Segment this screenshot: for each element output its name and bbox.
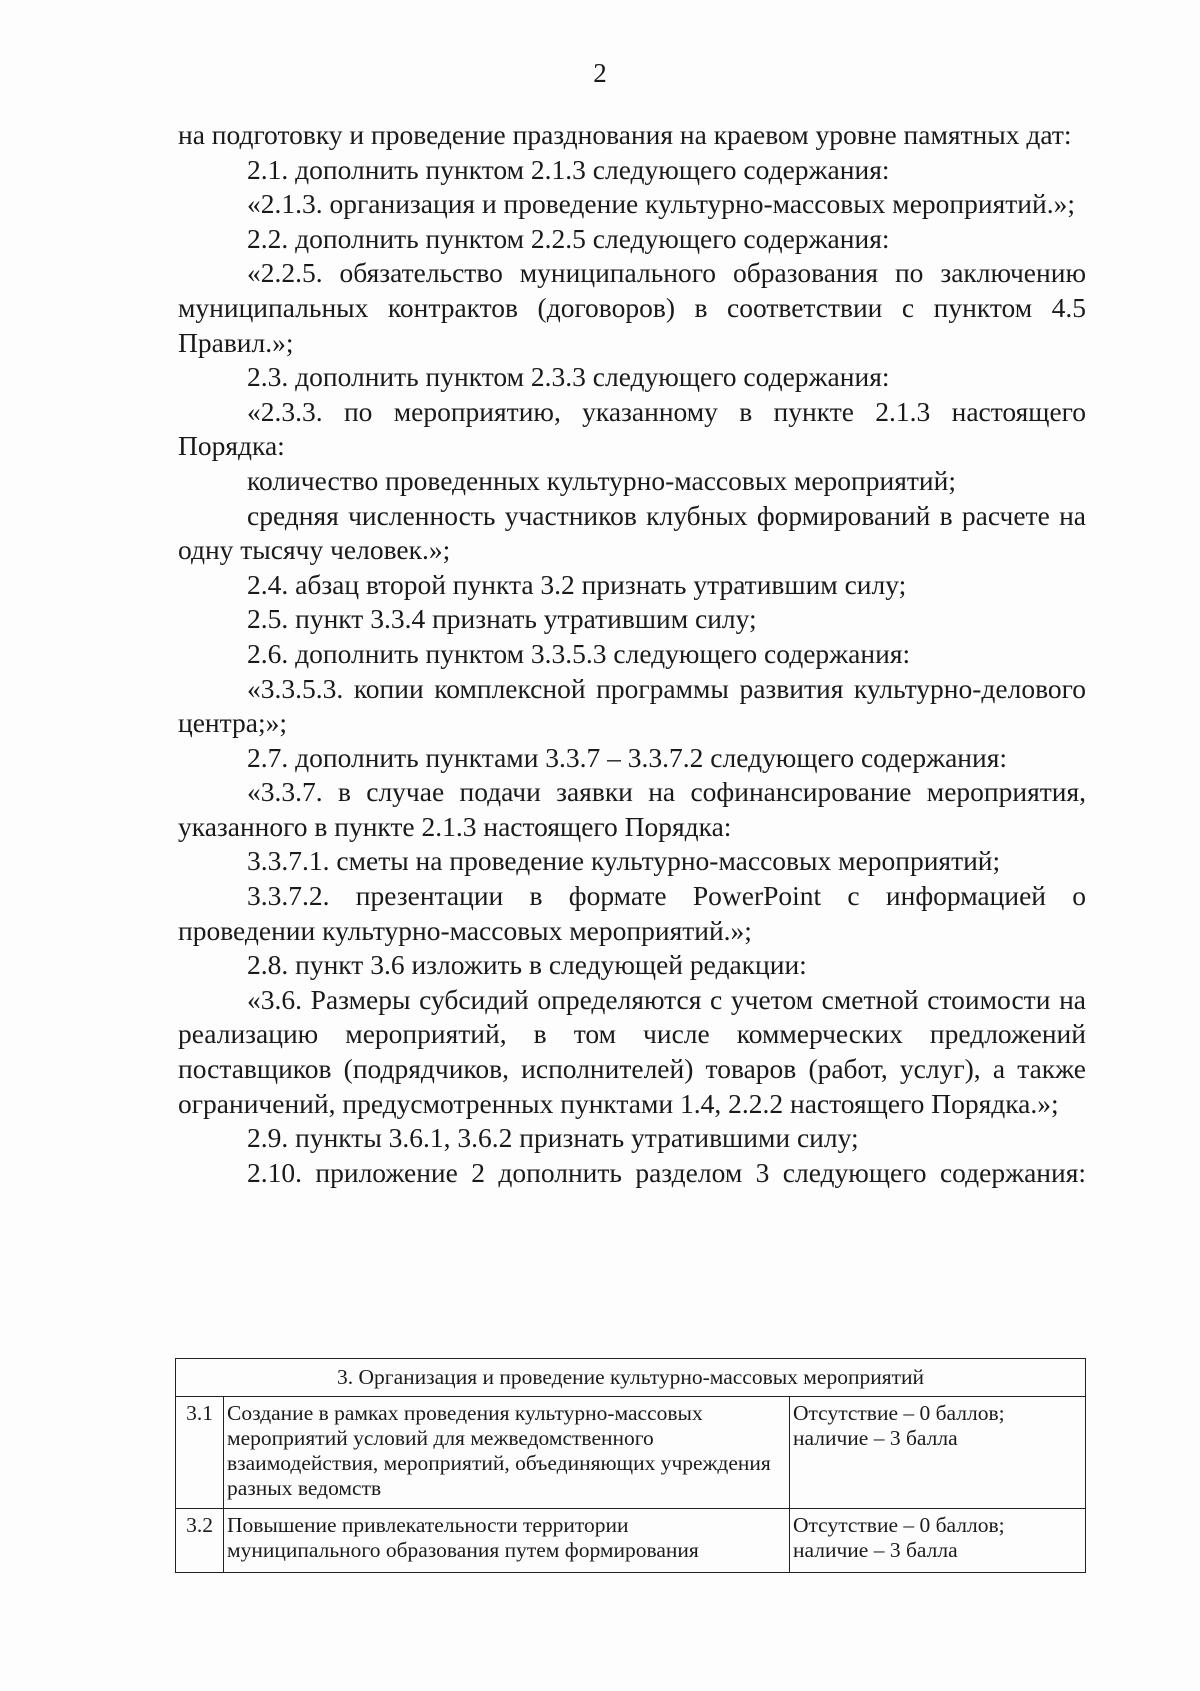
table-row — [176, 1509, 1086, 1573]
criterion-cell: Создание в рамках проведения культурно-массовых мероприятий условий для межведомственного взаимодействия, мероприятий, объединяющих учреждения разных ведомств — [224, 1397, 790, 1509]
paragraph: 2.5. пункт 3.3.4 признать утратившим силу; — [247, 603, 757, 635]
paragraph: 2.10. приложение 2 дополнить разделом 3 следующего содержания: — [247, 1156, 1086, 1188]
paragraph: 2.7. дополнить пунктами 3.3.7 – 3.3.7.2 следующего содержания: — [247, 741, 1007, 773]
row-number: 3.2 — [176, 1509, 224, 1573]
paragraph: «3.6. Размеры субсидий определяются с учетом сметной стоимости на реализацию мероприятий, в том числе коммерческих предложений поставщиков (подрядчиков, исполнителей) товаров (работ, услуг), а также ограничений, предусмотренных пунктами 1.4, 2.2.2 настоящего Порядка.»; — [178, 983, 1086, 1119]
page-number: 2 — [593, 58, 607, 88]
paragraph: на подготовку и проведение празднования на краевом уровне памятных дат: — [178, 119, 1072, 150]
paragraph: «3.3.7. в случае подачи заявки на софинансирование мероприятия, указанного в пункте 2.1.3 настоящего Порядка: — [178, 776, 1086, 842]
paragraph: количество проведенных культурно-массовых мероприятий; — [247, 464, 956, 496]
paragraph: «2.1.3. организация и проведение культурно-массовых мероприятий.»; — [247, 188, 1075, 220]
paragraph: «2.2.5. обязательство муниципального образования по заключению муниципальных контрактов (договоров) в соответствии с пунктом 4.5 Правил.»; — [178, 257, 1086, 358]
paragraph: 2.2. дополнить пунктом 2.2.5 следующего содержания: — [247, 222, 890, 254]
table-row — [176, 1397, 1086, 1509]
criterion-cell: Повышение привлекательности территории муниципального образования путем формирования — [224, 1509, 790, 1573]
paragraph: средняя численность участников клубных формирований в расчете на одну тысячу человек.»; — [178, 499, 1086, 566]
paragraph: 2.6. дополнить пунктом 3.3.5.3 следующего содержания: — [247, 637, 911, 669]
paragraph: 3.3.7.1. сметы на проведение культурно-массовых мероприятий; — [247, 845, 1001, 877]
paragraph: 2.3. дополнить пунктом 2.3.3 следующего содержания: — [247, 361, 890, 393]
score-cell: Отсутствие – 0 баллов; наличие – 3 балла — [790, 1509, 1086, 1573]
paragraph: «2.3.3. по мероприятию, указанному в пункте 2.1.3 настоящего Порядка: — [178, 395, 1086, 462]
paragraph: 2.8. пункт 3.6 изложить в следующей редакции: — [247, 949, 807, 981]
paragraph: 2.9. пункты 3.6.1, 3.6.2 признать утратившими силу; — [247, 1122, 859, 1154]
table-header-row — [176, 1359, 1086, 1397]
paragraph: 2.4. абзац второй пункта 3.2 признать утратившим силу; — [247, 568, 907, 600]
row-number: 3.1 — [176, 1397, 224, 1509]
paragraph: «3.3.5.3. копии комплексной программы развития культурно-делового центра;»; — [178, 672, 1086, 739]
table-section-header: 3. Организация и проведение культурно-массовых мероприятий — [176, 1359, 1086, 1397]
score-cell: Отсутствие – 0 баллов; наличие – 3 балла — [790, 1397, 1086, 1509]
paragraph: 3.3.7.2. презентации в формате PowerPoint с информацией о проведении культурно-массовых мероприятий.»; — [178, 880, 1086, 946]
criteria-table — [175, 1358, 1086, 1573]
paragraph: 2.1. дополнить пунктом 2.1.3 следующего содержания: — [247, 153, 890, 185]
document-body — [178, 118, 1086, 1190]
